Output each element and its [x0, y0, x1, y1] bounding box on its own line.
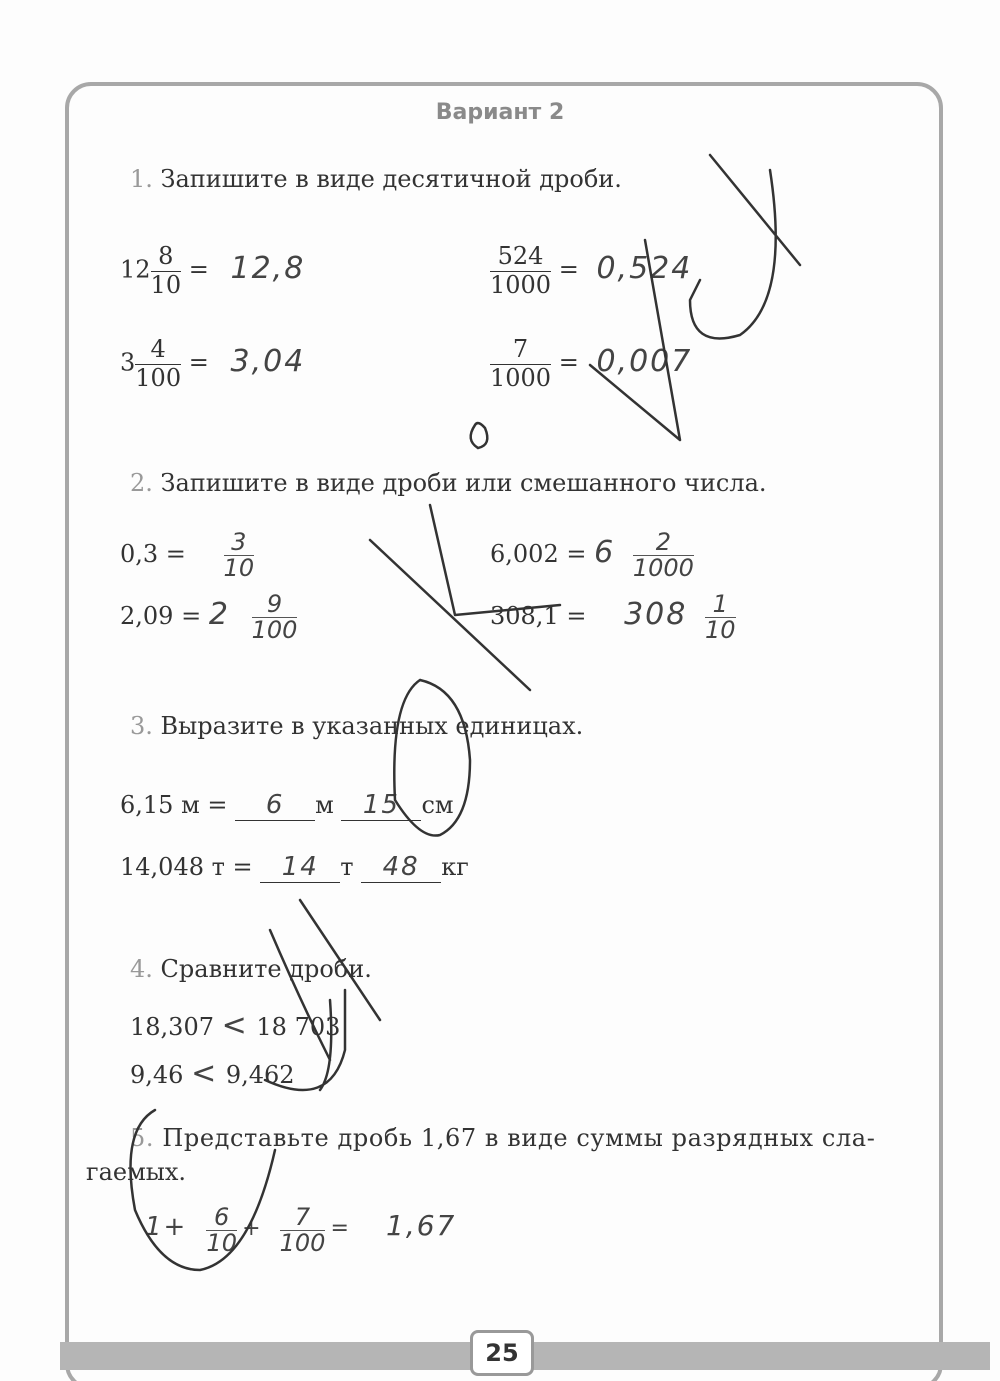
task-3-item-1: 6,15 м = 6 м 15 см — [120, 790, 454, 820]
task-1-item-2: $\frac{524}{1000}$ = 0,524 — [490, 242, 693, 299]
page-number: 25 — [470, 1330, 534, 1376]
answer: 0,007 — [596, 343, 693, 379]
variant-title: Вариант 2 — [435, 100, 565, 125]
task-5-heading: 5. Представьте дробь 1,67 в виде суммы разрядных сла- — [130, 1124, 876, 1152]
task-2-item-4: 308,1 = 308 $\frac{1}{10}$ — [490, 590, 736, 645]
task-1-heading: 1. Запишите в виде десятичной дроби. — [130, 165, 622, 193]
task-2-item-3: 2,09 = 2 $\frac{9}{100}$ — [120, 590, 298, 645]
task-1-item-4: $\frac{7}{1000}$ = 0,007 — [490, 335, 693, 392]
task-2-item-1: 0,3 = $\frac{3}{10}$ — [120, 528, 255, 583]
answer: 3,04 — [230, 343, 306, 379]
answer: 0,524 — [596, 250, 693, 286]
task-4-heading: 4. Сравните дроби. — [130, 955, 372, 983]
task-3-item-2: 14,048 т = 14 т 48 кг — [120, 852, 469, 882]
answer: 12,8 — [230, 250, 306, 286]
task-1-item-3: 3 $\frac{4}{100}$ = 3,04 — [120, 335, 306, 392]
task-5-answer: 1+ $\frac{6}{10}$ + $\frac{7}{100} = 1,67$ — [145, 1203, 457, 1258]
task-3-heading: 3. Выразите в указанных единицах. — [130, 712, 584, 740]
task-1-item-1: 12 $\frac{8}{10}$ = 12,8 — [120, 242, 306, 299]
task-5-heading-cont: гаемых. — [86, 1158, 187, 1186]
task-2-item-2: 6,002 = 6 $\frac{2}{1000}$ — [490, 528, 694, 583]
task-2-heading: 2. Запишите в виде дроби или смешанного числа. — [130, 469, 767, 497]
task-4-item-2: 9,46 < 9,462 — [130, 1056, 295, 1091]
task-4-item-1: 18,307 < 18 703 — [130, 1008, 341, 1043]
